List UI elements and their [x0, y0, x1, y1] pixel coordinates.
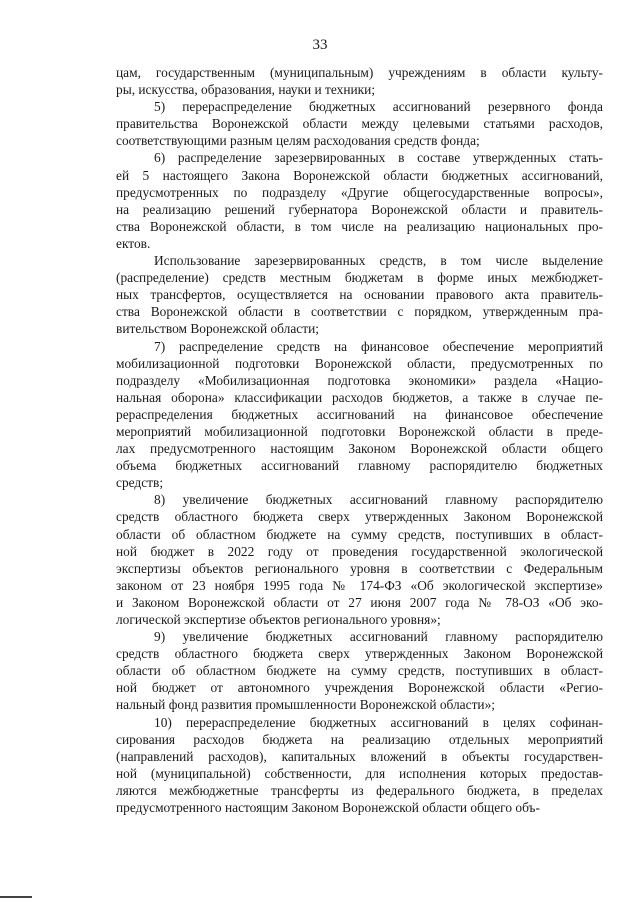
text-line: объема бюджетных ассигнований главному распорядителю бюджетных	[116, 458, 603, 474]
paragraph	[116, 252, 603, 337]
text-line: ства Воронежской области в соответствии с порядком, утвержденным пра-	[116, 304, 603, 320]
text-line: сирования расходов бюджета на реализацию отдельных мероприятий	[116, 731, 603, 747]
paragraph	[116, 98, 603, 149]
text-line: правительства Воронежской области между целевыми статьями расходов,	[116, 116, 603, 132]
text-line: нальная оборона» классификации расходов бюджетов, а также в случае пе-	[116, 389, 603, 405]
text-line: ектов.	[116, 235, 151, 251]
text-line: соответствующими разным целям расходования средств фонда;	[116, 133, 480, 149]
paragraph	[116, 628, 603, 713]
text-line: области об областном бюджете на сумму средств, поступивших в област-	[116, 526, 603, 542]
page-number: 33	[312, 37, 328, 53]
text-line: средств;	[116, 475, 164, 491]
text-line: ей 5 настоящего Закона Воронежской области бюджетных ассигнований,	[116, 167, 603, 183]
text-line: 10) перераспределение бюджетных ассигнований в целях софинан-	[154, 714, 603, 730]
text-line: ства Воронежской области, в том числе на реализацию национальных про-	[116, 218, 603, 234]
paragraph	[116, 338, 603, 492]
text-line: 9) увеличение бюджетных ассигнований главному распорядителю	[154, 629, 603, 645]
text-line: ной (муниципальной) собственности, для исполнения которых предостав-	[116, 765, 603, 781]
text-line: лах предусмотренного настоящим Законом Воронежской области общего	[116, 441, 603, 457]
text-line: ляются межбюджетные трансферты из федерального бюджета, в пределах	[116, 782, 603, 798]
text-line: средств областного бюджета сверх утвержденных Законом Воронежской	[116, 646, 603, 662]
text-line: средств областного бюджета сверх утвержденных Законом Воронежской	[116, 509, 603, 525]
text-line: законом от 23 ноября 1995 года № 174-ФЗ «Об экологической экспертизе»	[116, 577, 603, 593]
text-line: предусмотренного настоящим Законом Воронежской области общего объ-	[116, 800, 540, 816]
text-line: на реализацию решений губернатора Воронежской области и правитель-	[116, 201, 603, 217]
text-line: цам, государственным (муниципальным) учреждениям в области культу-	[116, 65, 603, 80]
text-line: ной бюджет от автономного учреждения Воронежской области «Регио-	[116, 680, 603, 696]
text-line: логической экспертизе объектов регионального уровня»;	[116, 612, 441, 627]
text-line: Использование зарезервированных средств, в том числе выделение	[154, 253, 603, 269]
text-line: 7) распределение средств на финансовое обеспечение мероприятий	[154, 338, 603, 354]
text-line: рераспределения бюджетных ассигнований на финансовое обеспечение	[116, 406, 603, 422]
document-body	[116, 64, 603, 816]
text-line: 5) перераспределение бюджетных ассигнований резервного фонда	[154, 99, 603, 115]
text-line: 8) увеличение бюджетных ассигнований главному распорядителю	[154, 492, 603, 508]
text-line: (распределение) средств местным бюджетам в форме иных межбюджет-	[116, 270, 603, 286]
text-line: мобилизационной подготовки Воронежской области, предусмотренных по	[116, 355, 603, 371]
paragraph	[116, 491, 603, 628]
text-line: области об областном бюджете на сумму средств, поступивших в област-	[116, 663, 603, 679]
footer-rule	[0, 896, 32, 898]
text-line: мероприятий мобилизационной подготовки Воронежской области в преде-	[116, 423, 603, 439]
text-line: подразделу «Мобилизационная подготовка экономики» раздела «Нацио-	[116, 372, 603, 388]
text-line: (направлений расходов), капитальных вложений в объекты государствен-	[116, 748, 603, 764]
text-line: нальный фонд развития промышленности Воронежской области»;	[116, 697, 496, 713]
text-line: ных трансфертов, осуществляется на основании правового акта правитель-	[116, 287, 603, 303]
text-line: предусмотренных по подразделу «Другие общегосударственные вопросы»,	[116, 184, 603, 200]
text-line: ной бюджет в 2022 году от проведения государственной экологической	[116, 543, 603, 559]
text-line: экспертизы объектов регионального уровня в соответствии с Федеральным	[116, 560, 603, 576]
text-line: и Законом Воронежской области от 27 июня 2007 года № 78-ОЗ «Об эко-	[116, 594, 603, 610]
paragraph	[116, 64, 603, 98]
text-line: 6) распределение зарезервированных в составе утвержденных стать-	[154, 150, 603, 166]
paragraph	[116, 149, 603, 252]
text-line: ры, искусства, образования, науки и техники;	[116, 82, 376, 98]
text-line: вительством Воронежской области;	[116, 321, 319, 337]
paragraph	[116, 714, 603, 817]
